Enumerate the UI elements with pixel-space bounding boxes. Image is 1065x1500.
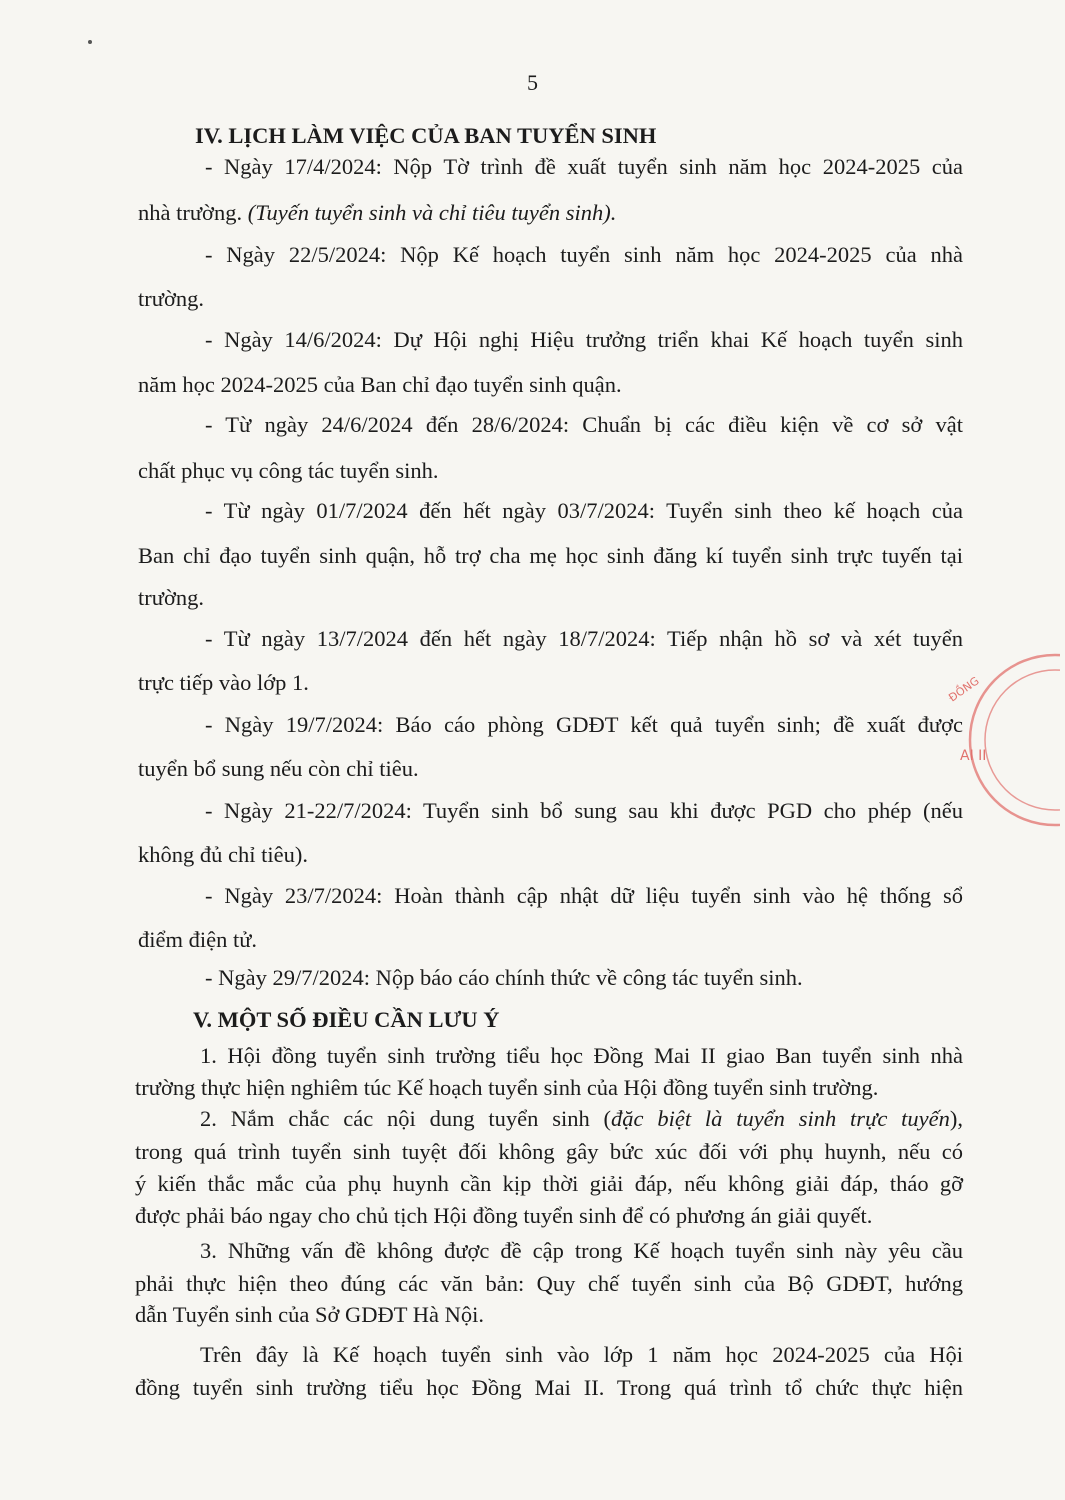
schedule-item-1-line-1: - Ngày 17/4/2024: Nộp Tờ trình đề xuất tuyển sinh năm học 2024-2025 của xyxy=(205,154,963,179)
schedule-item-6-line-2: trực tiếp vào lớp 1. xyxy=(138,670,309,695)
schedule-item-2-line-1: - Ngày 22/5/2024: Nộp Kế hoạch tuyển sinh năm học 2024-2025 của nhà xyxy=(205,242,963,267)
svg-text:ĐỒNG: ĐỒNG xyxy=(946,674,982,705)
scan-speck xyxy=(88,40,92,44)
note-3-line-2: phải thực hiện theo đúng các văn bản: Quy chế tuyển sinh của Bộ GDĐT, hướng xyxy=(135,1271,963,1296)
schedule-item-7-line-2: tuyển bổ sung nếu còn chỉ tiêu. xyxy=(138,756,419,781)
svg-text:AI II: AI II xyxy=(960,748,987,764)
note-2-line-4: được phải báo ngay cho chủ tịch Hội đồng tuyển sinh để có phương án giải quyết. xyxy=(135,1203,873,1228)
closing-line-1: Trên đây là Kế hoạch tuyển sinh vào lớp 1 năm học 2024-2025 của Hội xyxy=(200,1342,963,1367)
page-number: 5 xyxy=(527,70,538,95)
schedule-item-5-line-2: Ban chỉ đạo tuyển sinh quận, hỗ trợ cha mẹ học sinh đăng kí tuyển sinh trực tuyến tại xyxy=(138,543,963,568)
schedule-item-10-line-1: - Ngày 29/7/2024: Nộp báo cáo chính thức về công tác tuyển sinh. xyxy=(205,965,803,990)
schedule-item-2-line-2: trường. xyxy=(138,286,204,311)
note-1-line-1: 1. Hội đồng tuyển sinh trường tiểu học Đồng Mai II giao Ban tuyển sinh nhà xyxy=(200,1043,963,1068)
official-seal xyxy=(930,650,1060,830)
note-3-line-1: 3. Những vấn đề không được đề cập trong Kế hoạch tuyển sinh này yêu cầu xyxy=(200,1238,963,1263)
schedule-item-6-line-1: - Từ ngày 13/7/2024 đến hết ngày 18/7/2024: Tiếp nhận hồ sơ và xét tuyển xyxy=(205,626,963,651)
note-2-line-2: trong quá trình tuyển sinh tuyệt đối không gây bức xúc đối với phụ huynh, nếu có xyxy=(135,1139,963,1164)
note-2-line-3: ý kiến thắc mắc của phụ huynh cần kịp thời giải đáp, nếu không giải đáp, tháo gỡ xyxy=(135,1171,963,1196)
closing-line-2: đồng tuyển sinh trường tiểu học Đồng Mai II. Trong quá trình tổ chức thực hiện xyxy=(135,1375,963,1400)
note-2-line-1: 2. Nắm chắc các nội dung tuyển sinh (đặc biệt là tuyển sinh trực tuyến), xyxy=(200,1106,963,1131)
schedule-item-5-line-1: - Từ ngày 01/7/2024 đến hết ngày 03/7/2024: Tuyển sinh theo kế hoạch của xyxy=(205,498,963,523)
section-5-heading: V. MỘT SỐ ĐIỀU CẦN LƯU Ý xyxy=(193,1007,500,1032)
schedule-item-3-line-1: - Ngày 14/6/2024: Dự Hội nghị Hiệu trưởng triển khai Kế hoạch tuyển sinh xyxy=(205,327,963,352)
section-4-heading: IV. LỊCH LÀM VIỆC CỦA BAN TUYỂN SINH xyxy=(195,123,657,148)
note-3-line-3: dẫn Tuyển sinh của Sở GDĐT Hà Nội. xyxy=(135,1302,484,1327)
schedule-item-3-line-2: năm học 2024-2025 của Ban chỉ đạo tuyển sinh quận. xyxy=(138,372,622,397)
schedule-item-4-line-1: - Từ ngày 24/6/2024 đến 28/6/2024: Chuẩn bị các điều kiện về cơ sở vật xyxy=(205,412,963,437)
schedule-item-7-line-1: - Ngày 19/7/2024: Báo cáo phòng GDĐT kết quả tuyển sinh; đề xuất được xyxy=(205,712,963,737)
schedule-item-8-line-2: không đủ chỉ tiêu). xyxy=(138,842,308,867)
schedule-item-5-line-3: trường. xyxy=(138,585,204,610)
schedule-item-9-line-1: - Ngày 23/7/2024: Hoàn thành cập nhật dữ liệu tuyển sinh vào hệ thống sổ xyxy=(205,883,963,908)
schedule-item-8-line-1: - Ngày 21-22/7/2024: Tuyển sinh bổ sung sau khi được PGD cho phép (nếu xyxy=(205,798,963,823)
schedule-item-1-line-2: nhà trường. (Tuyến tuyển sinh và chỉ tiêu tuyển sinh). xyxy=(138,200,617,225)
schedule-item-9-line-2: điểm điện tử. xyxy=(138,927,258,952)
note-1-line-2: trường thực hiện nghiêm túc Kế hoạch tuyển sinh của Hội đồng tuyển sinh trường. xyxy=(135,1075,879,1100)
schedule-item-4-line-2: chất phục vụ công tác tuyển sinh. xyxy=(138,458,439,483)
